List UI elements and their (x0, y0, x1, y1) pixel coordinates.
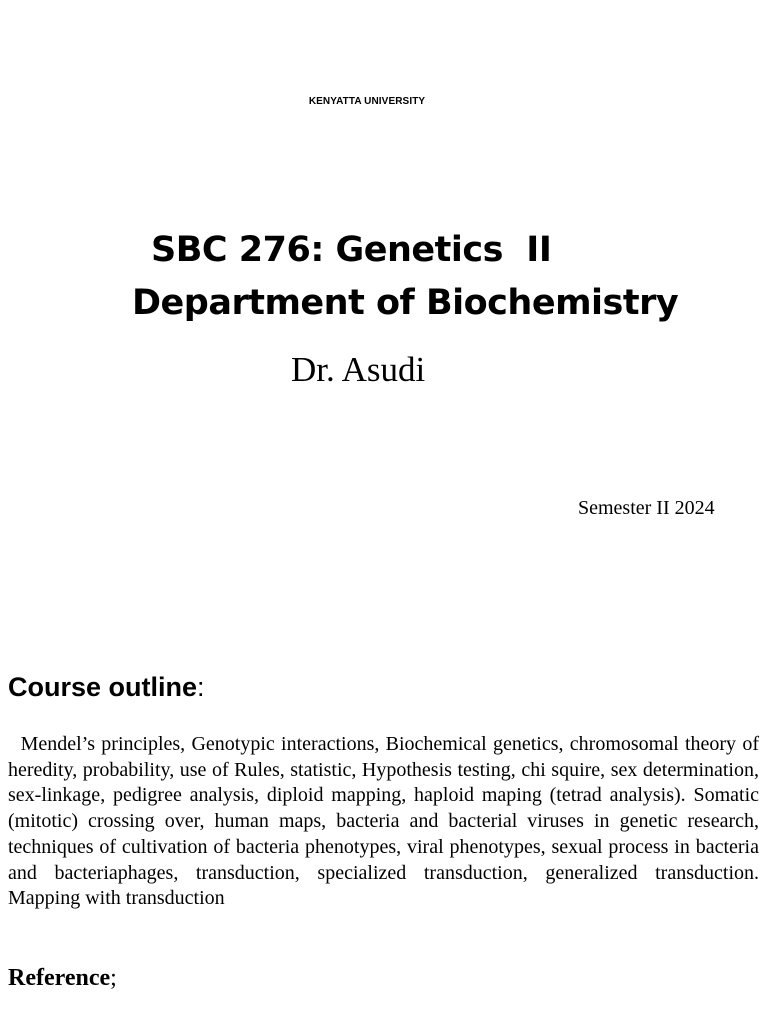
course-outline-body (8, 732, 759, 912)
course-outline-heading-label: Course outline (8, 672, 198, 702)
course-outline-text: Mendel’s principles, Genotypic interactions, Biochemical genetics, chromosomal theory of heredity, probability, use of Rules, statistic, Hypothesis testing, chi squire, sex determination, sex-linkage, pedigree analysis, diploid mapping, haploid maping (tetrad analysis). Somatic (mitotic) crossing over, human maps, bacteria and bacterial viruses in genetic research, techniques of cultivation of bacteria phenotypes, viral phenotypes, sexual process in bacteria and bacteriaphages, transduction, specialized transduction, generalized transduction. Mapping with transduction (8, 733, 760, 910)
course-outline-heading (8, 672, 205, 703)
semester-label: Semester II 2024 (578, 497, 715, 519)
course-title: SBC 276: Genetics II (151, 230, 552, 270)
course-outline-heading-punct: : (197, 672, 205, 702)
reference-heading (8, 965, 117, 992)
reference-heading-punct: ; (110, 965, 117, 991)
department-name: Department of Biochemistry (132, 283, 679, 323)
lecturer-name: Dr. Asudi (291, 350, 426, 389)
reference-heading-label: Reference (8, 965, 111, 991)
university-name: KENYATTA UNIVERSITY (308, 96, 426, 107)
